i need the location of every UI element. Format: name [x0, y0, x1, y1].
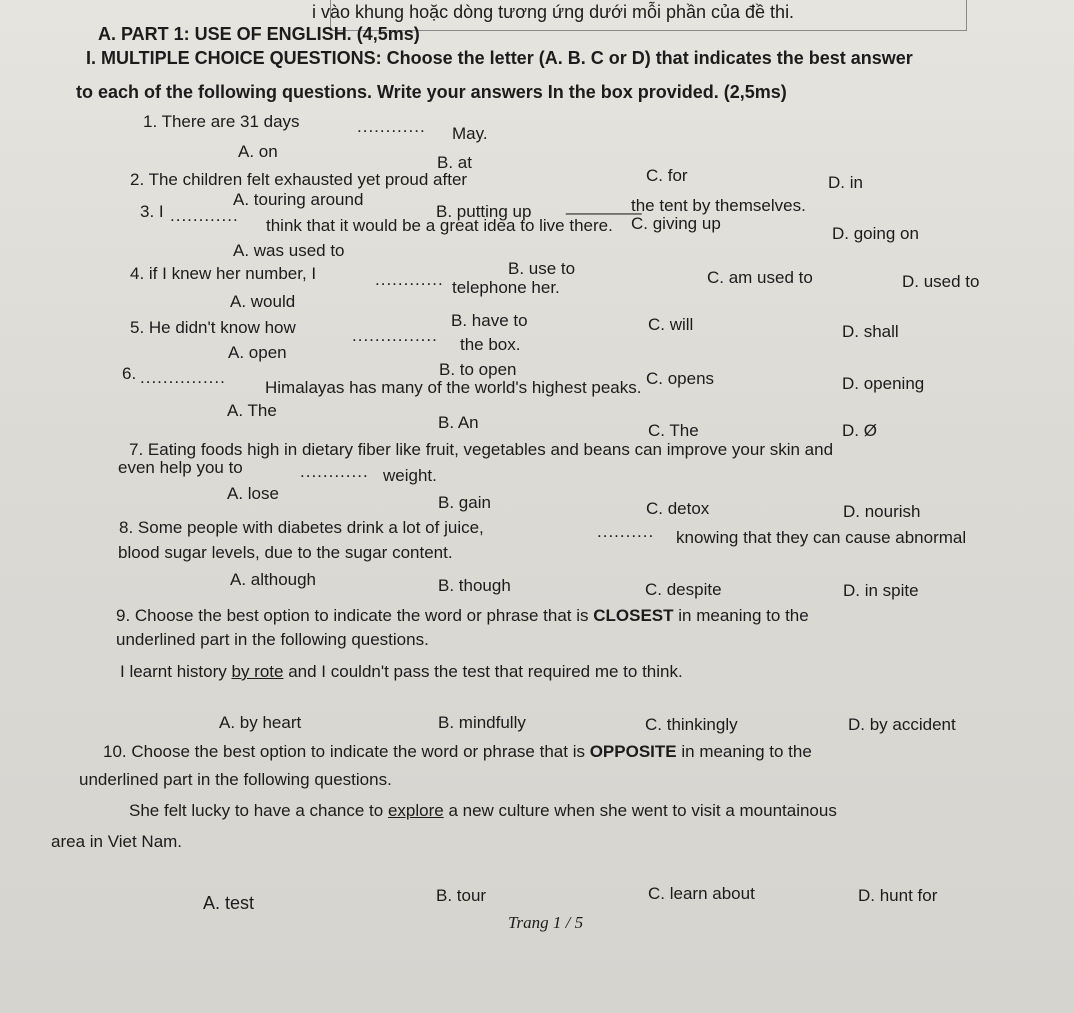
question-stem: 1. There are 31 days: [143, 112, 300, 131]
answer-blank: ............: [375, 270, 444, 289]
stem-start: 10. Choose the best option to indicate the word or phrase that is: [103, 742, 585, 761]
option-c: C. thinkingly: [645, 715, 738, 734]
option-c: C. The: [648, 421, 699, 440]
option-d: D. in: [828, 173, 863, 192]
answer-blank: ...............: [352, 326, 438, 345]
section-title-line2: to each of the following questions. Write your answers In the box provided. (2,5ms): [76, 82, 787, 102]
option-b: B. though: [438, 576, 511, 595]
option-b: B. gain: [438, 493, 491, 512]
option-a: A. on: [238, 142, 278, 161]
option-d: D. in spite: [843, 581, 919, 600]
option-b: B. An: [438, 413, 479, 432]
header-instruction: i vào khung hoặc dòng tương ứng dưới mỗi phần của đề thi.: [312, 2, 795, 22]
sentence-end: a new culture when she went to visit a mountainous: [448, 801, 837, 820]
answer-blank: ..........: [597, 522, 655, 541]
question-sentence-line2: area in Viet Nam.: [51, 832, 183, 851]
option-d: D. used to: [902, 272, 980, 291]
question-stem-end: weight.: [383, 466, 437, 485]
option-a: A. open: [228, 343, 287, 362]
answer-blank: ________: [566, 196, 642, 215]
question-stem: 5. He didn't know how: [130, 318, 296, 337]
question-stem-end: telephone her.: [452, 278, 560, 297]
question-stem-end: knowing that they can cause abnormal: [676, 528, 967, 547]
underlined-phrase: by rote: [231, 662, 284, 681]
stem-end: in meaning to the: [678, 606, 809, 625]
option-a: A. touring around: [233, 190, 364, 209]
keyword-closest: CLOSEST: [593, 606, 674, 625]
question-stem-line2: underlined part in the following questions.: [79, 770, 392, 789]
question-stem-end: May.: [452, 124, 488, 143]
section-title-line1: I. MULTIPLE CHOICE QUESTIONS: Choose the letter (A. B. C or D) that indicates the best answer: [86, 48, 913, 68]
answer-blank: ............: [170, 206, 239, 225]
question-sentence: [129, 801, 837, 821]
part-title: A. PART 1: USE OF ENGLISH. (4,5ms): [98, 24, 420, 44]
sentence-end: and I couldn't pass the test that required me to think.: [288, 662, 683, 681]
option-a: A. The: [227, 401, 277, 420]
option-c: C. detox: [646, 499, 710, 518]
option-d: D. going on: [832, 224, 919, 243]
option-a: A. was used to: [233, 241, 345, 260]
option-c: C. am used to: [707, 268, 813, 287]
question-stem: 4. if I knew her number, I: [130, 264, 317, 283]
option-a: A. lose: [227, 484, 279, 503]
underlined-word: explore: [387, 801, 444, 820]
option-a: A. although: [230, 570, 317, 589]
sentence-start: I learnt history: [120, 662, 227, 681]
question-stem: 8. Some people with diabetes drink a lot of juice,: [119, 518, 484, 537]
option-b: B. to open: [439, 360, 517, 379]
option-d: D. Ø: [842, 421, 877, 440]
option-c: C. will: [648, 315, 694, 334]
stem-end: in meaning to the: [681, 742, 812, 761]
option-c: C. opens: [646, 369, 715, 388]
option-a: A. by heart: [219, 713, 302, 732]
page-number: Trang 1 / 5: [508, 913, 584, 932]
stem-start: 9. Choose the best option to indicate the word or phrase that is: [116, 606, 589, 625]
question-stem-line2: underlined part in the following questions.: [116, 630, 429, 649]
question-stem-end: Himalayas has many of the world's highest peaks.: [265, 378, 642, 397]
question-stem: 7. Eating foods high in dietary fiber like fruit, vegetables and beans can improve your skin and: [129, 440, 834, 459]
option-b: B. putting up: [436, 202, 532, 221]
question-stem-end: the tent by themselves.: [631, 196, 806, 215]
option-b: B. use to: [508, 259, 576, 278]
question-stem-line2: even help you to: [118, 458, 243, 477]
option-c: C. learn about: [648, 884, 755, 903]
question-stem: [103, 742, 812, 762]
question-stem-end: think that it would be a great idea to live there.: [266, 216, 613, 235]
option-d: D. hunt for: [858, 886, 938, 905]
option-b: B. tour: [436, 886, 487, 905]
question-stem: 6.: [122, 364, 137, 383]
question-stem-line2: blood sugar levels, due to the sugar content.: [118, 543, 453, 562]
option-d: D. shall: [842, 322, 899, 341]
question-stem-end: the box.: [460, 335, 521, 354]
option-c: C. for: [646, 166, 688, 185]
question-sentence: [120, 662, 683, 682]
option-a: A. test: [203, 893, 255, 913]
question-stem: [116, 606, 809, 626]
keyword-opposite: OPPOSITE: [589, 742, 677, 761]
option-b: B. mindfully: [438, 713, 526, 732]
answer-blank: ............: [300, 462, 369, 481]
question-stem: 3. I: [140, 202, 164, 221]
option-c: C. despite: [645, 580, 722, 599]
option-d: D. by accident: [848, 715, 956, 734]
option-b: B. at: [437, 153, 472, 172]
option-a: A. would: [230, 292, 296, 311]
sentence-start: She felt lucky to have a chance to: [129, 801, 384, 820]
answer-blank: ...............: [140, 368, 226, 387]
option-c: C. giving up: [631, 214, 721, 233]
answer-blank: ............: [357, 117, 426, 136]
question-stem: 2. The children felt exhausted yet proud after: [130, 170, 468, 189]
option-b: B. have to: [451, 311, 528, 330]
option-d: D. nourish: [843, 502, 921, 521]
option-d: D. opening: [842, 374, 925, 393]
